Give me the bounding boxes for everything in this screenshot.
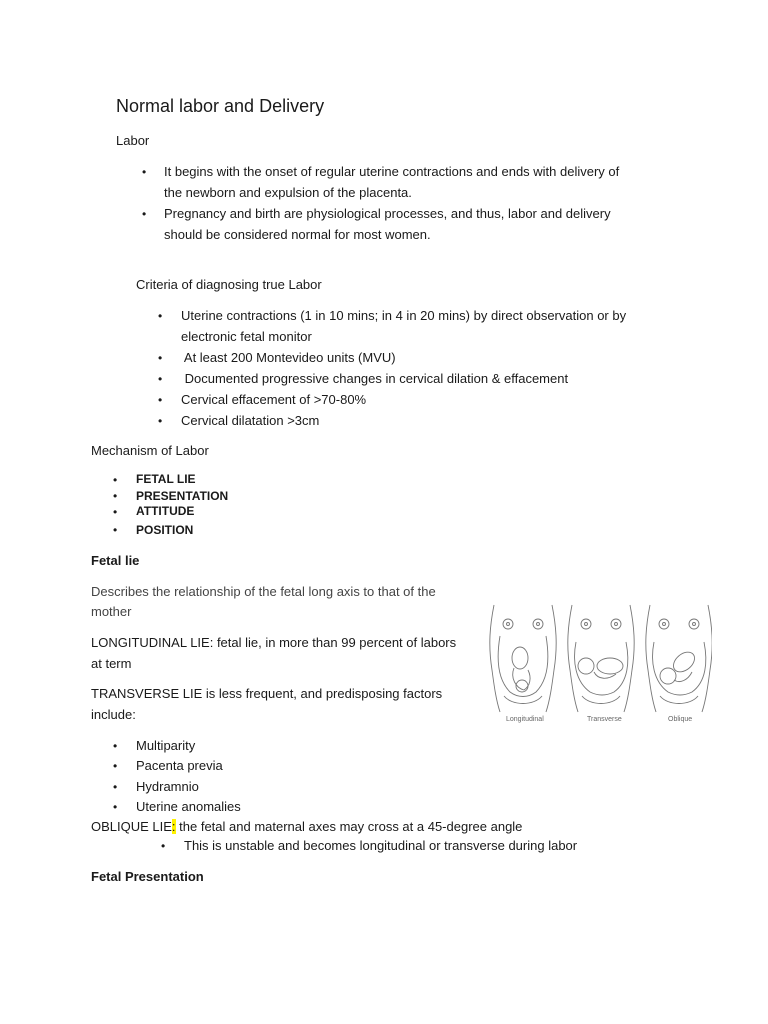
oblique-lie-colon-highlight: : [171, 819, 176, 834]
criteria-bullet-2: At least 200 Montevideo units (MVU) [181, 350, 396, 365]
longitudinal-lie-line-1: LONGITUDINAL LIE: fetal lie, in more than 99 percent of labors [91, 635, 457, 650]
bullet-dot: • [158, 351, 163, 365]
mechanism-heading: Mechanism of Labor [91, 443, 209, 458]
transverse-sketch [568, 605, 634, 712]
page-title: Normal labor and Delivery [116, 96, 325, 116]
factor-item: Hydramnio [136, 779, 199, 794]
labor-bullet-1-line-1: It begins with the onset of regular uterine contractions and ends with delivery of [164, 164, 620, 179]
bullet-dot: • [113, 473, 118, 487]
bullet-dot: • [142, 207, 147, 221]
caption-oblique: Oblique [668, 716, 693, 723]
criteria-heading: Criteria of diagnosing true Labor [136, 277, 322, 292]
bullet-dot: • [158, 309, 163, 323]
bullet-dot: • [158, 393, 163, 407]
transverse-lie-line-1: TRANSVERSE LIE is less frequent, and predisposing factors [91, 686, 443, 701]
labor-heading: Labor [116, 133, 150, 148]
mechanism-item: FETAL LIE [136, 472, 196, 486]
bullet-dot: • [113, 505, 118, 519]
bullet-dot: • [142, 165, 147, 179]
oblique-lie-line [91, 817, 522, 837]
longitudinal-sketch [490, 605, 556, 712]
criteria-bullet-5: Cervical dilatation >3cm [181, 413, 320, 428]
longitudinal-lie-line-2: at term [91, 656, 132, 671]
oblique-lie-bullet: This is unstable and becomes longitudinal or transverse during labor [184, 838, 578, 853]
factor-item: Multiparity [136, 738, 196, 753]
bullet-dot: • [113, 489, 118, 503]
bullet-dot: • [113, 780, 118, 794]
labor-bullet-1-line-2: the newborn and expulsion of the placenta. [164, 185, 412, 200]
bullet-dot: • [113, 523, 118, 537]
bullet-dot: • [113, 800, 118, 814]
oblique-sketch [646, 605, 712, 712]
factor-item: Pacenta previa [136, 758, 223, 773]
caption-transverse: Transverse [587, 716, 622, 723]
criteria-bullet-3: Documented progressive changes in cervical dilation & effacement [181, 371, 569, 386]
labor-bullet-2-line-2: should be considered normal for most women. [164, 227, 431, 242]
bullet-dot: • [113, 759, 118, 773]
fetal-lie-heading: Fetal lie [91, 553, 140, 568]
bullet-dot: • [158, 372, 163, 386]
oblique-lie-label: OBLIQUE LIE [91, 819, 172, 834]
mechanism-item: PRESENTATION [136, 489, 229, 503]
bullet-dot: • [113, 739, 118, 753]
fetal-lie-description-line-2: mother [91, 604, 132, 619]
criteria-bullet-4: Cervical effacement of >70-80% [181, 392, 367, 407]
bullet-dot: • [158, 414, 163, 428]
factor-item: Uterine anomalies [136, 799, 241, 814]
transverse-lie-line-2: include: [91, 707, 136, 722]
fetal-lie-figure [486, 600, 712, 730]
mechanism-item: POSITION [136, 523, 194, 537]
labor-bullet-2-line-1: Pregnancy and birth are physiological processes, and thus, labor and delivery [164, 206, 611, 221]
criteria-bullet-1-line-1: Uterine contractions (1 in 10 mins; in 4 in 20 mins) by direct observation or by [181, 308, 627, 323]
caption-longitudinal: Longitudinal [506, 716, 544, 723]
fetal-presentation-heading: Fetal Presentation [91, 869, 204, 884]
mechanism-item: ATTITUDE [136, 504, 195, 518]
oblique-lie-text: the fetal and maternal axes may cross at a 45-degree angle [175, 819, 523, 834]
bullet-dot: • [161, 839, 166, 853]
fetal-lie-illustration [486, 600, 712, 730]
fetal-lie-description-line-1: Describes the relationship of the fetal long axis to that of the [91, 584, 436, 599]
criteria-bullet-1-line-2: electronic fetal monitor [181, 329, 312, 344]
